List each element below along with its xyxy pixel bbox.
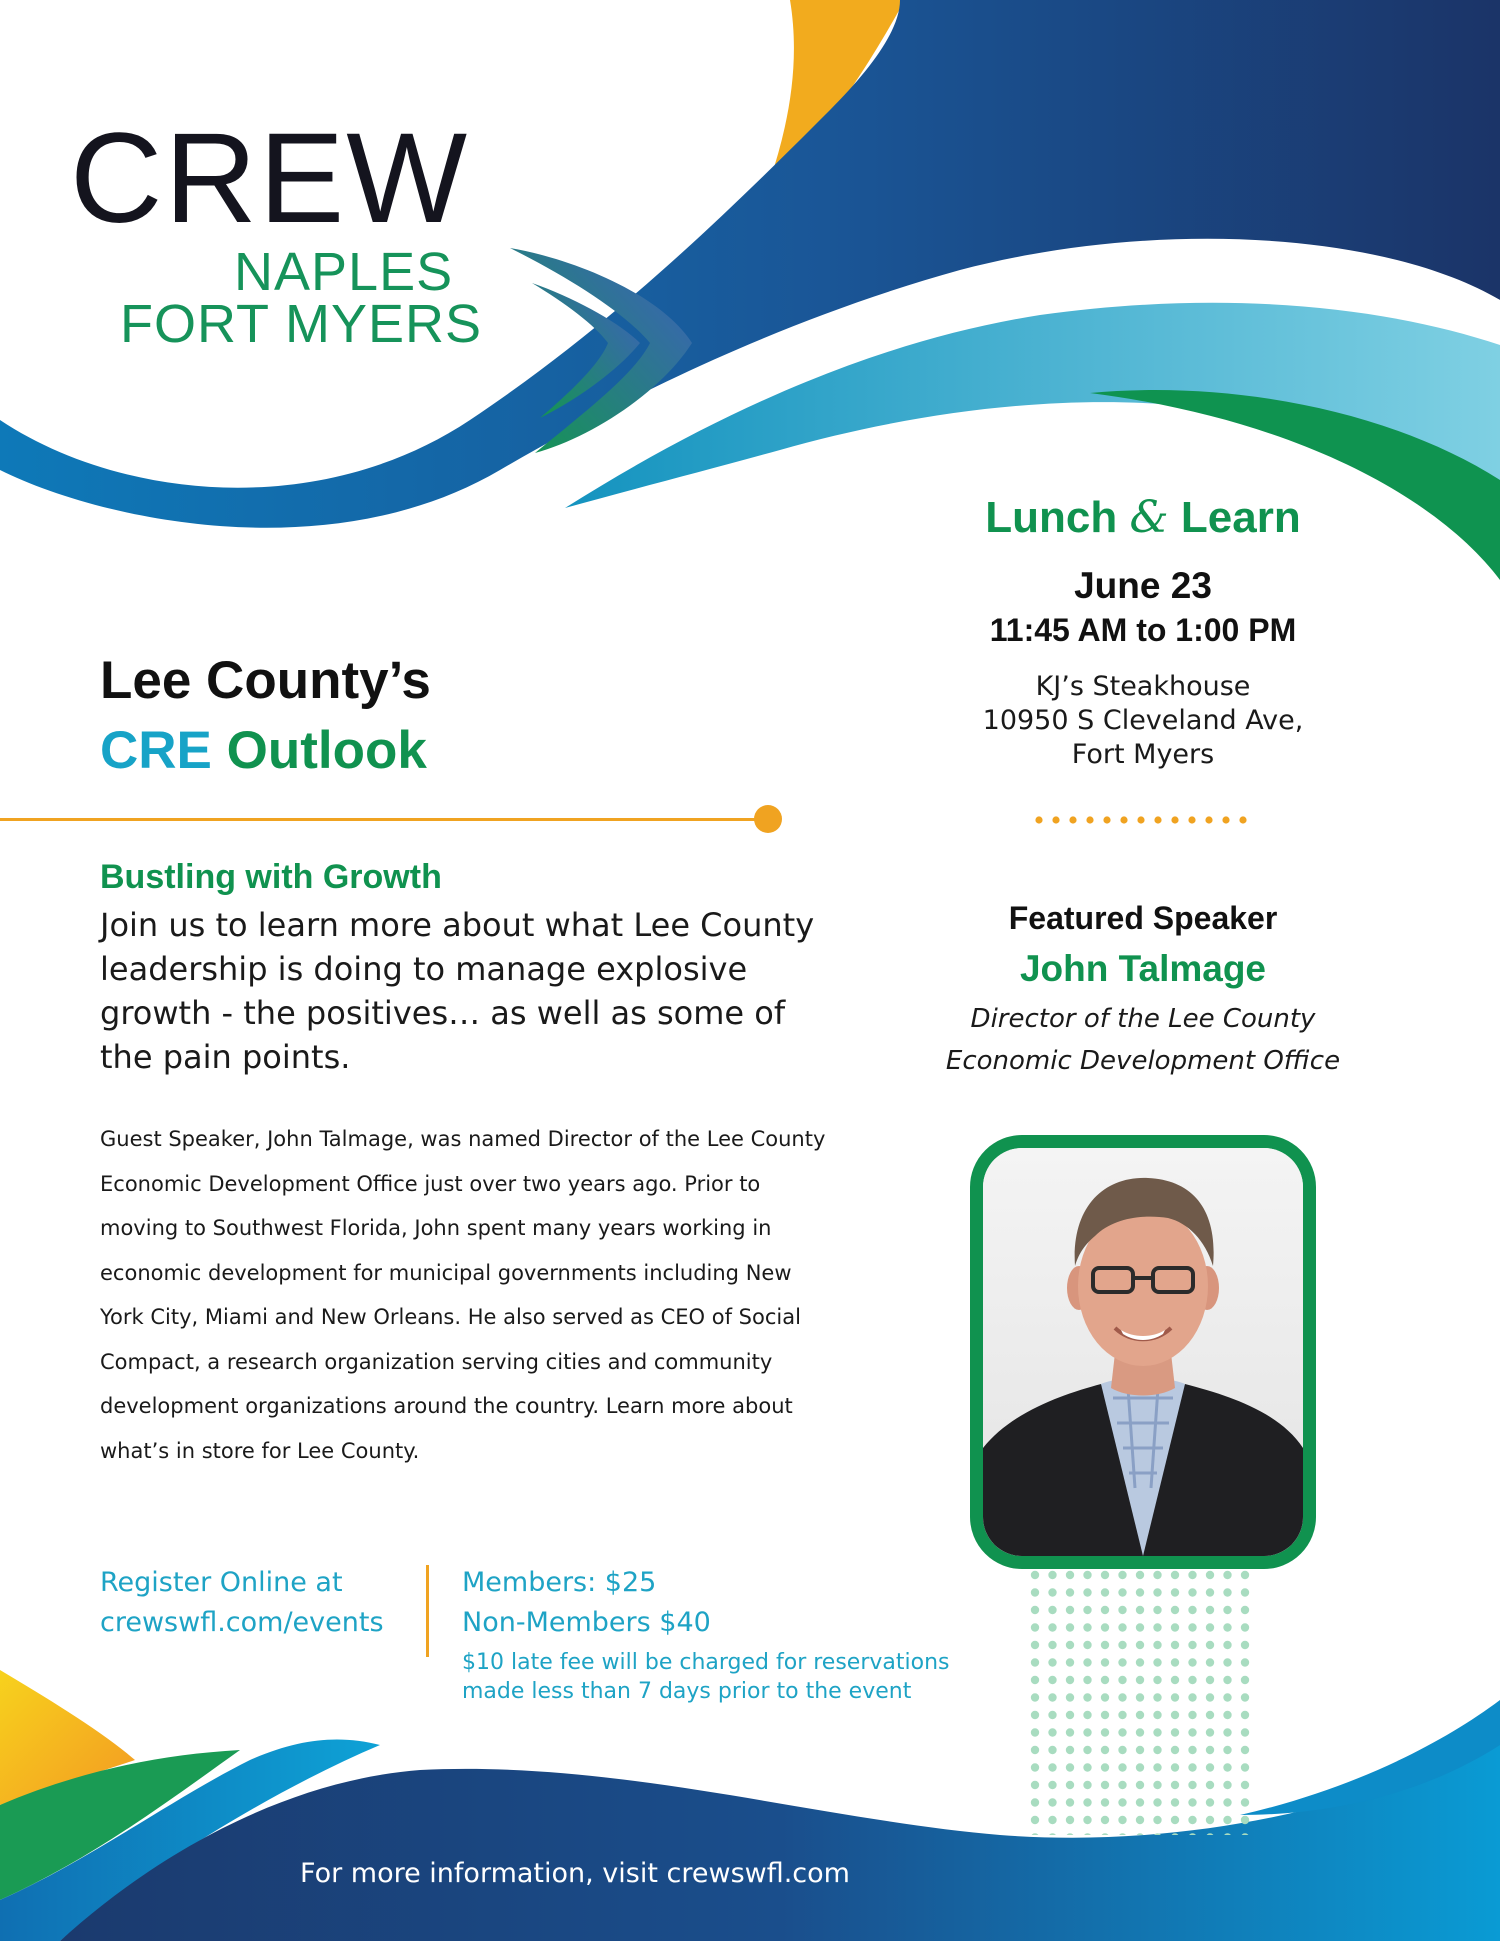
featured-speaker-label: Featured Speaker [1008, 900, 1278, 936]
venue-address: 10950 S Cleveland Ave, [982, 705, 1304, 736]
logo-line-fort-myers: FORT MYERS [120, 294, 483, 354]
venue-name: KJ’s Steakhouse [1035, 671, 1251, 702]
event-name: Lunch & Learn [985, 492, 1301, 543]
green-dot-grid [1030, 1570, 1255, 1835]
logo-wordmark: CREW [70, 107, 470, 250]
speaker-title: Director of the Lee County Economic Development Office [945, 1004, 1341, 1076]
speaker-photo [970, 1135, 1316, 1569]
event-date: June 23 [1074, 565, 1212, 606]
register-label: Register Online at [100, 1567, 343, 1598]
orange-dot-row [1035, 814, 1255, 826]
registration-divider [426, 1565, 429, 1657]
member-price: Members: $25 [462, 1567, 657, 1598]
venue-city: Fort Myers [1071, 739, 1215, 770]
headline-line2 [100, 720, 427, 781]
pricing-block [462, 1563, 711, 1643]
speaker-portrait-image [983, 1148, 1303, 1556]
register-url[interactable]: crewswfl.com/events [100, 1607, 384, 1638]
headline-outlook: Outlook [226, 721, 427, 780]
headline-cre: CRE [100, 721, 212, 780]
divider-rule [0, 818, 768, 821]
non-member-price: Non-Members $40 [462, 1607, 711, 1638]
speaker-name: John Talmage [1019, 948, 1267, 989]
intro-heading: Bustling with Growth [100, 858, 442, 896]
chevron-logo-icon [510, 243, 695, 458]
event-time: 11:45 AM to 1:00 PM [989, 612, 1297, 648]
registration-block [100, 1563, 384, 1643]
late-fee-note: $10 late fee will be charged for reservations made less than 7 days prior to the event [462, 1650, 950, 1704]
event-venue [983, 670, 1304, 772]
logo-line-naples: NAPLES [234, 242, 454, 302]
divider-dot [754, 805, 782, 833]
headline-line1: Lee County’s [100, 651, 431, 710]
intro-lead: Join us to learn more about what Lee County leadership is doing to manage explosive growth - the positives… as well as some of the pain points. [100, 906, 815, 1076]
footer-info: For more information, visit crewswfl.com [300, 1858, 850, 1889]
intro-body: Guest Speaker, John Talmage, was named Director of the Lee County Economic Development Office just over two years ago. Prior to moving to Southwest Florida, John spent many years working in economic development for municipal governments including New York City, Miami and New Orleans. He also served as CEO of Social Compact, a research organization serving cities and community development organizations around the country. Learn more about what’s in store for Lee County. [100, 1127, 826, 1463]
